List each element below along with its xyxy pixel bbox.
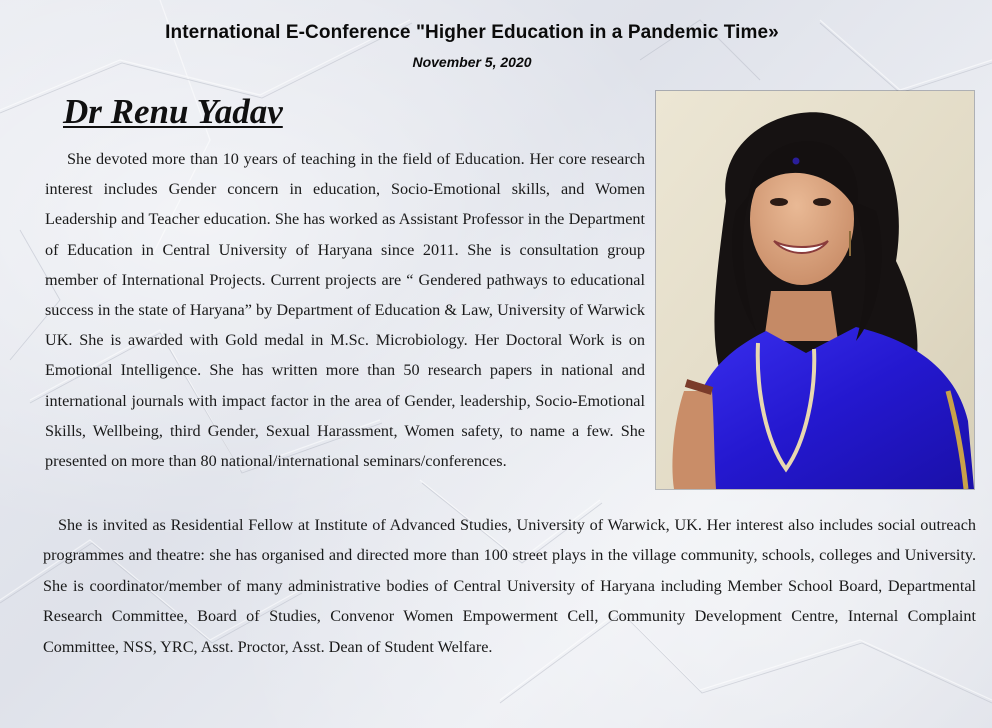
speaker-name: Dr Renu Yadav bbox=[63, 92, 283, 131]
bio-paragraph-2: She is invited as Residential Fellow at Institute of Advanced Studies, University of Warwick, UK. Her interest also includes social outreach programmes and theatre: she has organised and directed more than 100 street plays in the village community, schools, colleges and University. She is coordinator/member of many administrative bodies of Central University of Haryana including Member School Board, Departmental Research Committee, Board of Studies, Convenor Women Empowerment Cell, Community Development Centre, Internal Complaint Committee, NSS, YRC, Asst. Proctor, Asst. Dean of Student Welfare. bbox=[43, 516, 976, 656]
bio-paragraph-1: She devoted more than 10 years of teaching in the field of Education. Her core research interest includes Gender concern in education, Socio-Emotional skills, and Women Leadership and Teacher education. She has worked as Assistant Professor in the Department of Education in Central University of Haryana since 2011. She is consultation group member of International Projects. Current projects are “ Gendered pathways to educational success in the state of Haryana” by Department of Education & Law, University of Warwick UK. She is awarded with Gold medal in M.Sc. Microbiology. Her Doctoral Work is on Emotional Intelligence. She has written more than 50 research papers in national and international journals with impact factor in the area of Gender, leadership, Socio-Emotional Skills, Wellbeing, third Gender, Sexual Harassment, Women safety, to name a few. She presented on more than 80 national/international seminars/conferences. bbox=[45, 150, 645, 471]
conference-date: November 5, 2020 bbox=[412, 54, 532, 70]
conference-title: International E-Conference "Higher Education in a Pandemic Time» bbox=[165, 22, 779, 43]
speaker-portrait-photo bbox=[656, 91, 974, 489]
